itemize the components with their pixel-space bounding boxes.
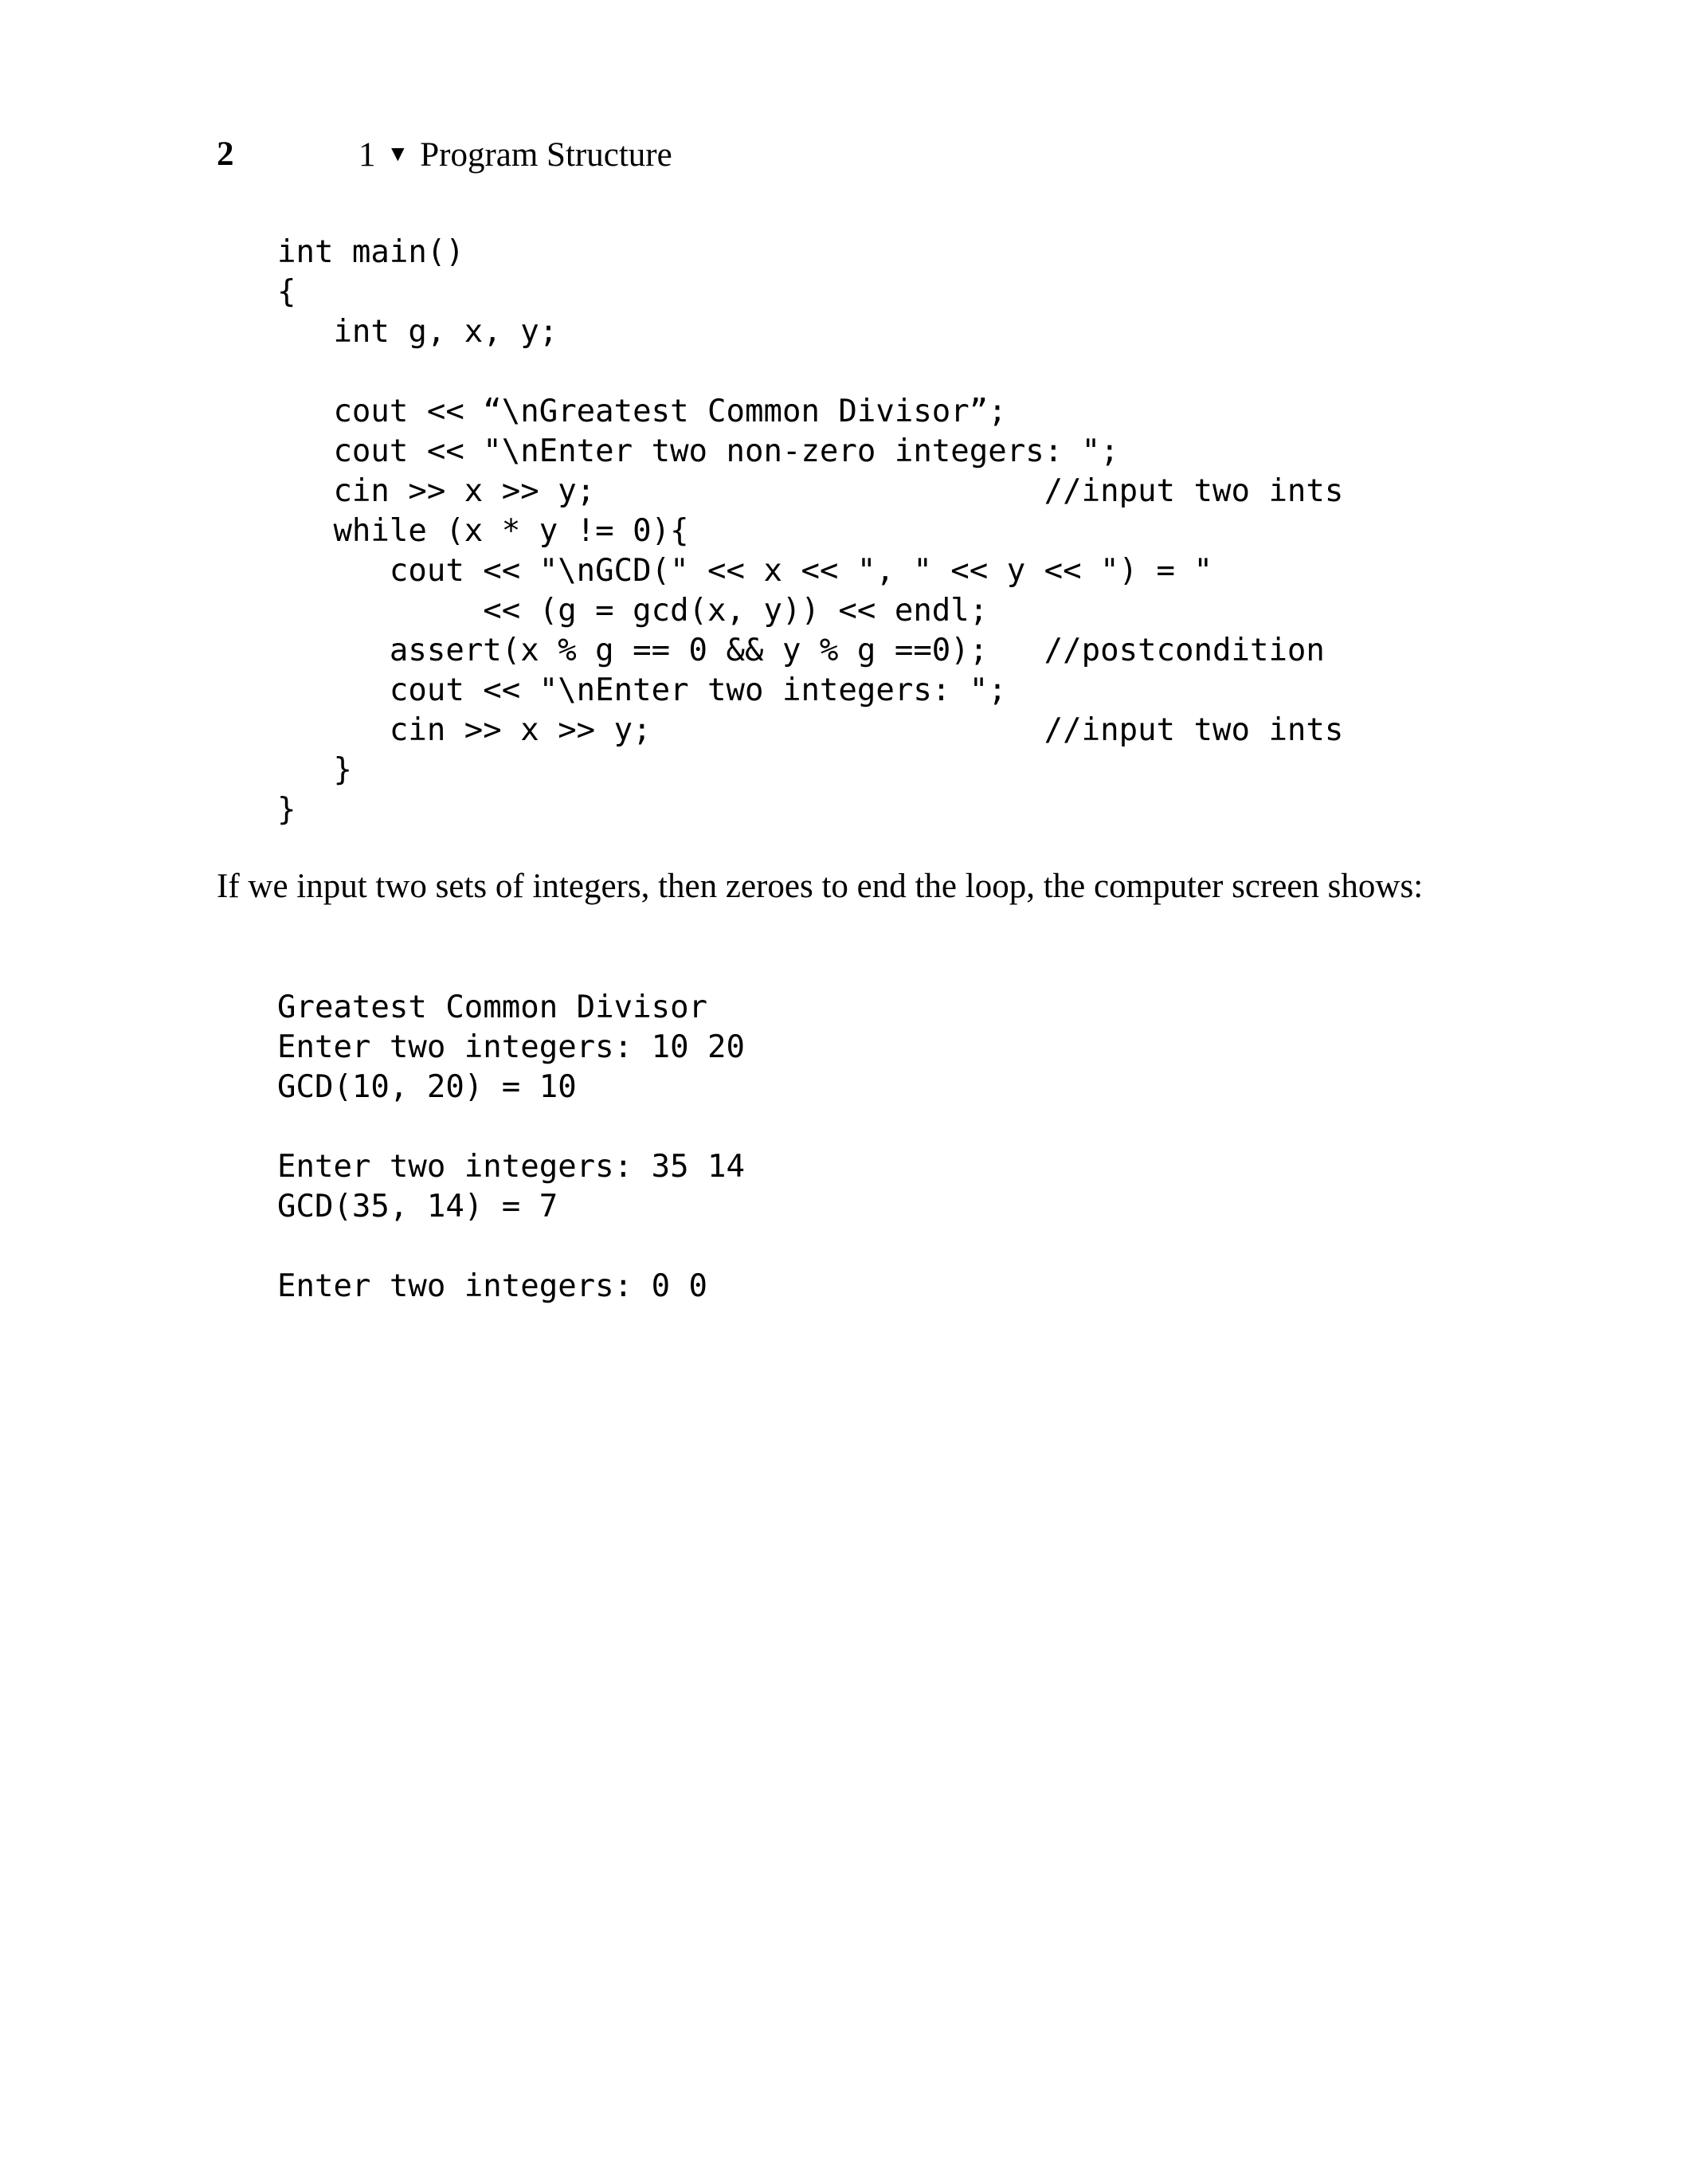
output-line: GCD(35, 14) = 7 (277, 1189, 558, 1225)
chapter-number: 1 (358, 136, 376, 174)
code-line (277, 352, 1343, 392)
code-line: while (x * y != 0){ (277, 513, 689, 549)
chapter-heading (358, 131, 672, 179)
output-line: Enter two integers: 10 20 (277, 1029, 745, 1065)
code-line: cout << “\nGreatest Common Divisor”; (277, 394, 1007, 429)
code-line: cin >> x >> y; //input two ints (277, 712, 1344, 748)
program-output-listing (277, 988, 745, 1307)
output-line (277, 1227, 745, 1267)
body-paragraph: If we input two sets of integers, then zeroes to end the loop, the computer screen shows: (217, 868, 1424, 905)
output-line: Enter two integers: 0 0 (277, 1268, 708, 1304)
source-code-listing (277, 233, 1343, 830)
code-line: { (277, 274, 296, 310)
output-line (277, 1107, 745, 1147)
code-line: cout << "\nEnter two non-zero integers: "; (277, 433, 1119, 469)
triangle-down-icon: ▼ (386, 142, 409, 167)
code-line: << (g = gcd(x, y)) << endl; (277, 593, 989, 629)
code-line: int g, x, y; (277, 314, 558, 350)
output-line: Enter two integers: 35 14 (277, 1149, 745, 1185)
code-line: cout << "\nEnter two integers: "; (277, 672, 1007, 708)
page-number: 2 (217, 135, 234, 173)
code-line: } (277, 792, 296, 828)
code-line: assert(x % g == 0 && y % g ==0); //postcondition (277, 633, 1325, 668)
chapter-title: Program Structure (420, 136, 672, 174)
code-line: cout << "\nGCD(" << x << ", " << y << ") = " (277, 553, 1212, 589)
code-line: int main() (277, 234, 464, 270)
output-line: Greatest Common Divisor (277, 989, 708, 1025)
output-line: GCD(10, 20) = 10 (277, 1069, 577, 1105)
code-line: } (277, 752, 352, 788)
code-line: cin >> x >> y; //input two ints (277, 473, 1344, 509)
